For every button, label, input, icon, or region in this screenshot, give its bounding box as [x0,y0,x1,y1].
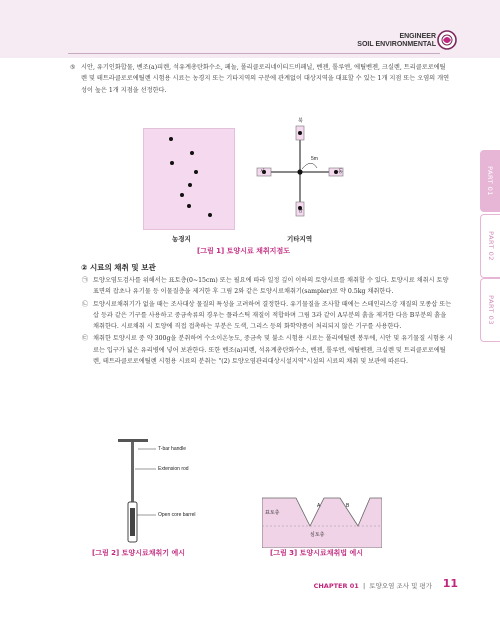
sampling-point [169,137,173,141]
south-label: 남 [298,208,303,214]
page-number: 11 [442,577,458,590]
sampling-point [188,183,192,187]
item-5 [70,62,451,96]
figure-1-caption: [그림 1] 토양시료 채취지점도 [197,247,290,255]
part-a-label: A [317,503,321,509]
other-area-label: 기타지역 [287,235,313,243]
header-title [357,33,436,49]
header-line-1: ENGINEER [399,33,436,40]
sampling-point [208,213,212,217]
tab-part-01[interactable]: PART 01 [480,150,500,212]
west-label: 서 [260,169,265,175]
section-paragraphs [82,275,453,367]
tbar-handle-label: T-bar handle [158,446,187,452]
flower-logo-icon [437,30,457,50]
item-5-marker: ⑤ [70,64,76,71]
sampling-point [194,170,198,174]
sampling-point [170,161,174,165]
east-label: 동 [338,169,343,175]
header-line-2: SOIL ENVIRONMENTAL [357,41,436,48]
sampling-point [180,193,184,197]
north-label: 북 [298,118,303,124]
section-title: ② 시료의 채취 및 보관 [81,263,156,272]
chapter-title: 토양오염 조사 및 평가 [369,582,432,590]
item-5-text: 시안, 유기인화합물, 벤조(a)피렌, 석유계총탄화수소, 페놀, 폴리클로리네이티드비페닐, 벤젠, 톨루엔, 에틸벤젠, 크실렌, 트리클로로에틸렌 및 테트라클로로에틸렌 시험용 시료는 농경지 또는 기타지역의 구분에 관계없이 대상지역을 대표할 수 있는 1개 지점 또는 오염의 개연성이 높은 1개 지점을 선정한다. [81,64,450,94]
tab-part-03[interactable]: PART 03 [480,278,500,342]
topsoil-label: 표토층 [265,510,280,516]
farmland-label: 농경지 [172,235,191,243]
subsoil-label: 심토층 [310,532,325,538]
page-header [0,0,500,58]
distance-label: 5m [311,156,318,162]
para-1: ㉠ 토양오염도검사를 위해서는 표토층(0~15cm) 또는 필요에 따라 일정 깊이 이하의 토양시료를 채취할 수 있다. 토양시료 채취시 토양표면의 잡초나 유기물 등 이물질층을 제거한 후 그림 2와 같은 토양시료채취기(sampler)로 약 0.5kg 채취한다. [82,277,449,296]
para-3: ㉢ 채취한 토양시료 중 약 300g을 분취하여 수소이온농도, 중금속 및 불소 시험용 시료는 폴리에틸렌 봉투에, 시안 및 유기물질 시험용 시료는 입구가 넓은 유리병에 넣어 보관한다. 또한 벤조(a)피렌, 석유계총탄화수소, 벤젠, 톨루엔, 에틸벤젠, 크실렌 및 트리클로로에틸렌, 테트라클로로에틸렌 시험용 시료의 분취는 "(2) 토양오염관리대상시설지역"시설의 시료의 채취 및 보관에 따른다. [82,335,453,366]
core-barrel-label: Open core barrel [158,512,196,518]
tab-part-02[interactable]: PART 02 [480,214,500,278]
header-divider [68,53,440,54]
para-2: ㉡ 토양시료채취기가 없을 때는 조사대상 물질의 특성을 고려하여 결정한다. 유기물질을 조사할 때에는 스테인리스강 재질의 모종삽 또는 삽 등과 같은 기구를 사용하고 중금속류의 경우는 플라스틱 재질이 적합하며 그림 3과 같이 A부분의 흙을 제거한 다음 B부분의 흙을 채취한다. 시료채취 시 토양에 직접 접촉하는 부분은 도색, 그리스 등의 화학약품이 처리되지 않은 기구를 사용한다. [82,300,452,331]
sampling-point [190,151,194,155]
chapter-label: CHAPTER 01 [313,582,359,590]
footer-chapter: CHAPTER 01 | 토양오염 조사 및 평가 [313,582,432,590]
part-b-label: B [346,503,350,509]
figure-3-caption: [그림 3] 토양시료채취법 예시 [270,549,363,557]
farmland-sampling-diagram [143,128,235,230]
figure-2-caption: [그림 2] 토양시료채취기 예시 [92,549,185,557]
sampling-method-illustration [262,492,382,548]
extension-rod-label: Extension rod [158,466,189,472]
sampling-point [187,204,191,208]
